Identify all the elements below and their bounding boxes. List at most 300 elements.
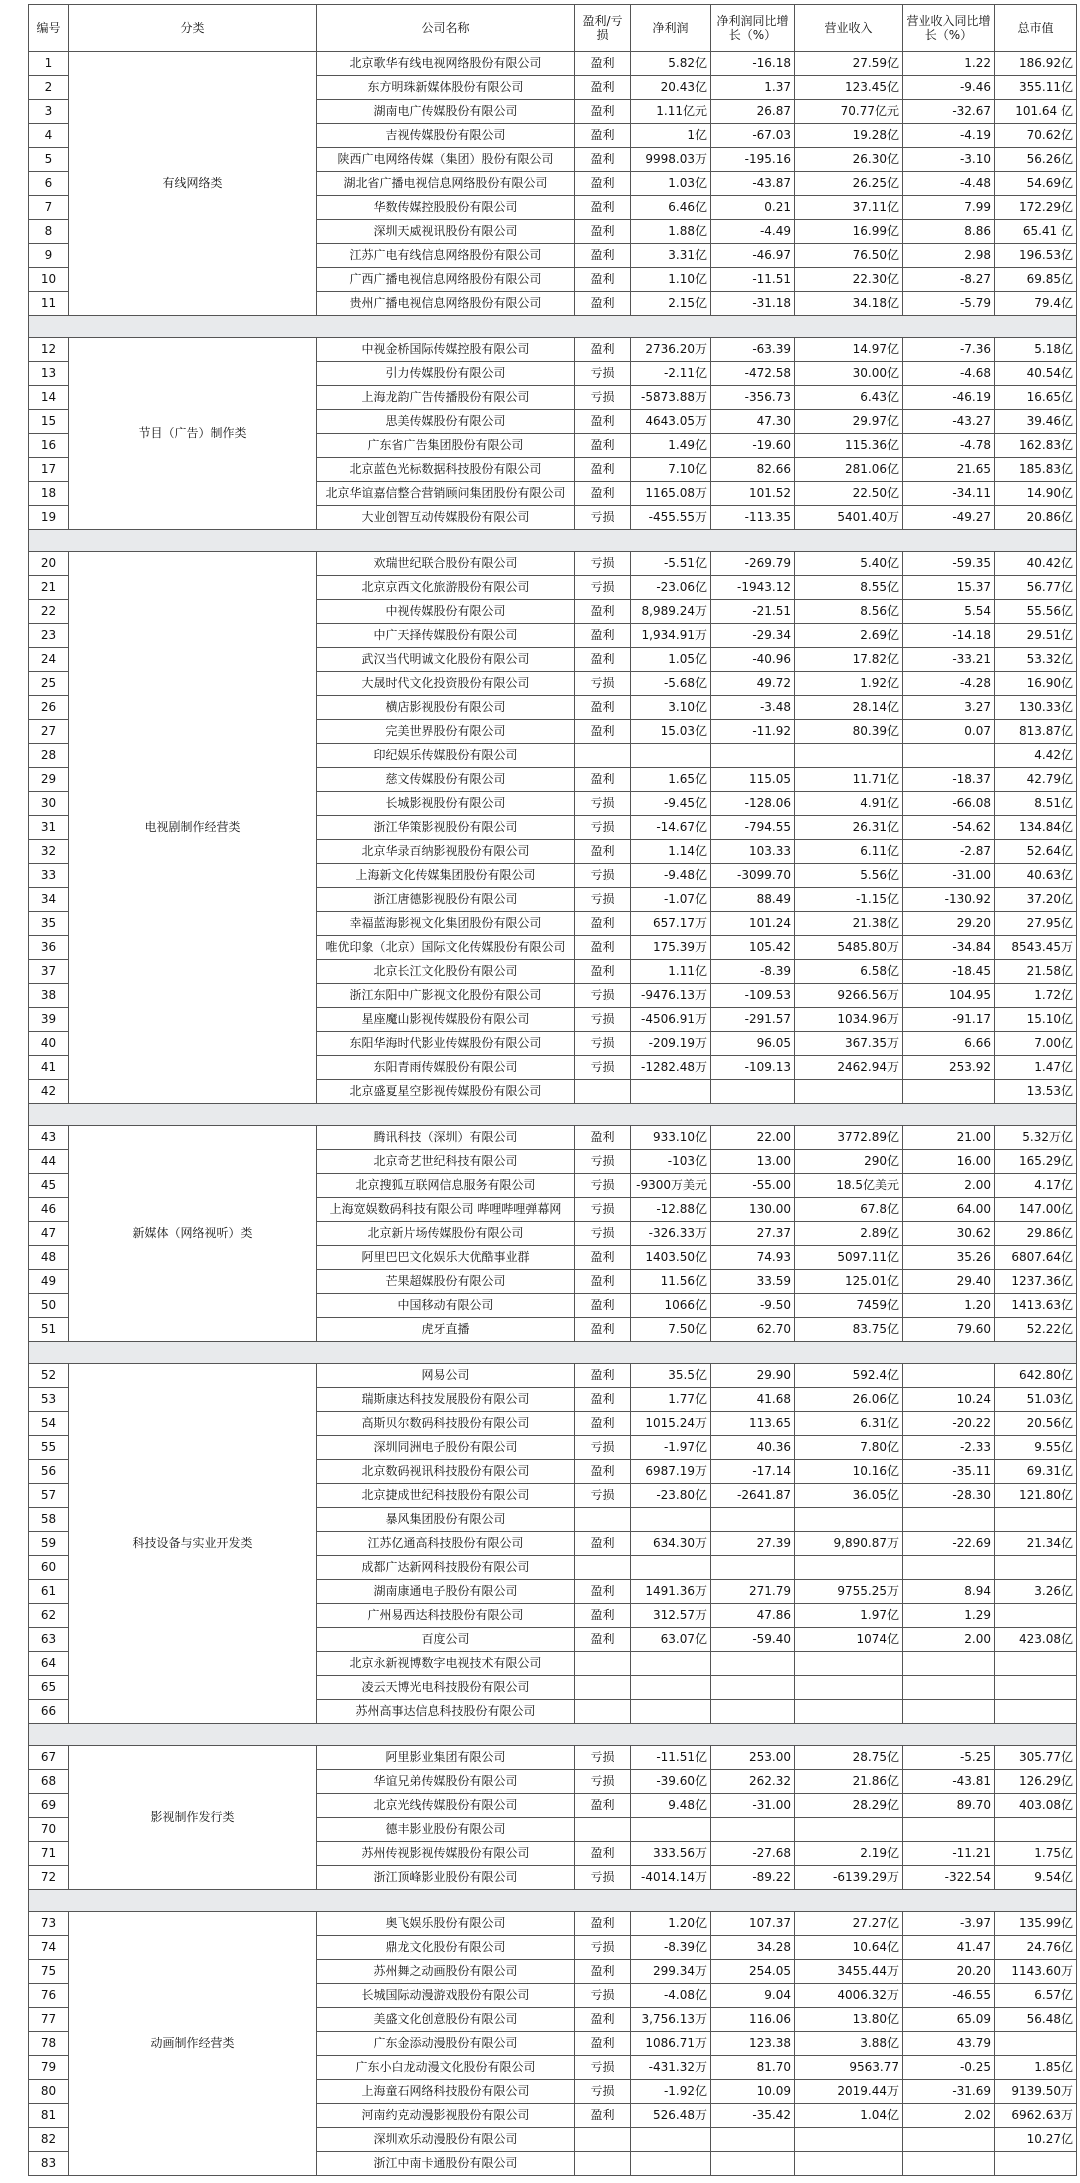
cell-id: 37	[29, 960, 69, 984]
cell-id: 19	[29, 506, 69, 530]
cell-net-profit-growth: 101.52	[711, 482, 795, 506]
cell-revenue: 5485.80万	[795, 936, 903, 960]
cell-net-profit-growth: 115.05	[711, 768, 795, 792]
cell-net-profit-growth	[711, 1080, 795, 1104]
cell-status: 盈利	[575, 1246, 631, 1270]
cell-net-profit-growth	[711, 1652, 795, 1676]
cell-revenue-growth	[903, 1508, 995, 1532]
cell-market-cap: 56.26亿	[995, 148, 1077, 172]
cell-id: 9	[29, 244, 69, 268]
cell-company: 上海新文化传媒集团股份有限公司	[317, 864, 575, 888]
cell-net-profit-growth: 22.00	[711, 1126, 795, 1150]
cell-net-profit: 933.10亿	[631, 1126, 711, 1150]
cell-status: 亏损	[575, 576, 631, 600]
cell-net-profit-growth	[711, 1508, 795, 1532]
cell-revenue: 1.04亿	[795, 2104, 903, 2128]
cell-market-cap: 55.56亿	[995, 600, 1077, 624]
cell-status: 盈利	[575, 1270, 631, 1294]
cell-status: 亏损	[575, 1032, 631, 1056]
cell-company: 中广天择传媒股份有限公司	[317, 624, 575, 648]
cell-revenue-growth: -4.28	[903, 672, 995, 696]
cell-status: 盈利	[575, 1460, 631, 1484]
cell-revenue: 27.27亿	[795, 1912, 903, 1936]
cell-revenue-growth	[903, 1818, 995, 1842]
cell-status: 盈利	[575, 196, 631, 220]
cell-id: 63	[29, 1628, 69, 1652]
cell-revenue: 290亿	[795, 1150, 903, 1174]
cell-revenue-growth: 15.37	[903, 576, 995, 600]
cell-revenue-growth: -43.81	[903, 1770, 995, 1794]
cell-net-profit: 1015.24万	[631, 1412, 711, 1436]
cell-revenue-growth: -5.25	[903, 1746, 995, 1770]
cell-market-cap: 6962.63万	[995, 2104, 1077, 2128]
cell-net-profit: 6.46亿	[631, 196, 711, 220]
cell-market-cap	[995, 1700, 1077, 1724]
separator-cell	[29, 1724, 1077, 1746]
cell-net-profit: -4014.14万	[631, 1866, 711, 1890]
cell-market-cap: 54.69亿	[995, 172, 1077, 196]
cell-status: 盈利	[575, 2032, 631, 2056]
cell-revenue-growth: 43.79	[903, 2032, 995, 2056]
cell-revenue: 2462.94万	[795, 1056, 903, 1080]
cell-id: 38	[29, 984, 69, 1008]
cell-company: 幸福蓝海影视文化集团股份有限公司	[317, 912, 575, 936]
cell-status: 亏损	[575, 1174, 631, 1198]
cell-revenue: 6.31亿	[795, 1412, 903, 1436]
cell-market-cap: 79.4亿	[995, 292, 1077, 316]
cell-revenue-growth: -49.27	[903, 506, 995, 530]
cell-net-profit: 7.10亿	[631, 458, 711, 482]
cell-net-profit-growth: 9.04	[711, 1984, 795, 2008]
cell-revenue	[795, 1652, 903, 1676]
cell-net-profit-growth: 27.39	[711, 1532, 795, 1556]
cell-revenue-growth: -2.33	[903, 1436, 995, 1460]
cell-company: 百度公司	[317, 1628, 575, 1652]
cell-market-cap: 29.51亿	[995, 624, 1077, 648]
cell-net-profit: 3.10亿	[631, 696, 711, 720]
cell-status: 盈利	[575, 434, 631, 458]
cell-net-profit-growth: 88.49	[711, 888, 795, 912]
cell-net-profit: -9300万美元	[631, 1174, 711, 1198]
cell-revenue: 2.89亿	[795, 1222, 903, 1246]
cell-company: 完美世界股份有限公司	[317, 720, 575, 744]
cell-company: 广东省广告集团股份有限公司	[317, 434, 575, 458]
cell-id: 41	[29, 1056, 69, 1080]
cell-net-profit-growth: -19.60	[711, 434, 795, 458]
table-row	[29, 52, 1077, 76]
cell-market-cap: 5.32万亿	[995, 1126, 1077, 1150]
cell-status: 盈利	[575, 1912, 631, 1936]
cell-status: 亏损	[575, 2056, 631, 2080]
cell-revenue-growth: -18.37	[903, 768, 995, 792]
header-market-cap: 总市值	[995, 5, 1077, 52]
cell-status: 亏损	[575, 1866, 631, 1890]
cell-revenue: -6139.29万	[795, 1866, 903, 1890]
separator-cell	[29, 530, 1077, 552]
cell-id: 77	[29, 2008, 69, 2032]
cell-company: 北京捷成世纪科技股份有限公司	[317, 1484, 575, 1508]
cell-net-profit: 20.43亿	[631, 76, 711, 100]
cell-company: 上海宽娱数码科技有限公司 哔哩哔哩弹幕网	[317, 1198, 575, 1222]
table-row	[29, 1912, 1077, 1936]
cell-net-profit-growth	[711, 1818, 795, 1842]
cell-market-cap: 53.32亿	[995, 648, 1077, 672]
cell-net-profit: 1066亿	[631, 1294, 711, 1318]
cell-net-profit-growth	[711, 1556, 795, 1580]
cell-net-profit: 657.17万	[631, 912, 711, 936]
cell-market-cap: 1237.36亿	[995, 1270, 1077, 1294]
cell-net-profit-growth: -21.51	[711, 600, 795, 624]
header-id: 编号	[29, 5, 69, 52]
cell-market-cap: 813.87亿	[995, 720, 1077, 744]
cell-status	[575, 1818, 631, 1842]
cell-revenue-growth: 2.00	[903, 1628, 995, 1652]
cell-status: 盈利	[575, 624, 631, 648]
cell-revenue: 28.75亿	[795, 1746, 903, 1770]
cell-company: 浙江华策影视股份有限公司	[317, 816, 575, 840]
cell-revenue: 11.71亿	[795, 768, 903, 792]
cell-revenue: 17.82亿	[795, 648, 903, 672]
cell-market-cap: 16.90亿	[995, 672, 1077, 696]
cell-revenue: 3455.44万	[795, 1960, 903, 1984]
cell-net-profit: -1.07亿	[631, 888, 711, 912]
cell-status: 亏损	[575, 1150, 631, 1174]
cell-market-cap	[995, 1652, 1077, 1676]
cell-market-cap: 355.11亿	[995, 76, 1077, 100]
header-company: 公司名称	[317, 5, 575, 52]
cell-id: 78	[29, 2032, 69, 2056]
cell-revenue-growth: -4.68	[903, 362, 995, 386]
cell-net-profit: -103亿	[631, 1150, 711, 1174]
cell-id: 55	[29, 1436, 69, 1460]
cell-net-profit: 1.03亿	[631, 172, 711, 196]
cell-revenue	[795, 1818, 903, 1842]
cell-revenue-growth: 64.00	[903, 1198, 995, 1222]
cell-status: 盈利	[575, 600, 631, 624]
cell-status: 亏损	[575, 888, 631, 912]
cell-net-profit-growth: -35.42	[711, 2104, 795, 2128]
cell-market-cap	[995, 1818, 1077, 1842]
cell-id: 57	[29, 1484, 69, 1508]
cell-net-profit-growth: 81.70	[711, 2056, 795, 2080]
cell-net-profit	[631, 1080, 711, 1104]
cell-market-cap: 6807.64亿	[995, 1246, 1077, 1270]
cell-net-profit: -4506.91万	[631, 1008, 711, 1032]
cell-company: 高斯贝尔数码科技股份有限公司	[317, 1412, 575, 1436]
cell-company: 北京奇艺世纪科技有限公司	[317, 1150, 575, 1174]
cell-id: 40	[29, 1032, 69, 1056]
cell-company: 深圳天威视讯股份有限公司	[317, 220, 575, 244]
cell-revenue-growth: -5.79	[903, 292, 995, 316]
cell-net-profit: -23.80亿	[631, 1484, 711, 1508]
cell-status	[575, 1652, 631, 1676]
cell-revenue-growth: -54.62	[903, 816, 995, 840]
header-profit-loss: 盈利/亏损	[575, 5, 631, 52]
cell-market-cap: 1.75亿	[995, 1842, 1077, 1866]
cell-revenue: 10.64亿	[795, 1936, 903, 1960]
cell-net-profit: 35.5亿	[631, 1364, 711, 1388]
cell-company: 江苏亿通高科技股份有限公司	[317, 1532, 575, 1556]
cell-revenue: 1.97亿	[795, 1604, 903, 1628]
cell-revenue: 9,890.87万	[795, 1532, 903, 1556]
cell-market-cap: 423.08亿	[995, 1628, 1077, 1652]
cell-revenue-growth: 2.02	[903, 2104, 995, 2128]
cell-revenue-growth: 20.20	[903, 1960, 995, 1984]
cell-id: 29	[29, 768, 69, 792]
cell-net-profit: 1.49亿	[631, 434, 711, 458]
cell-net-profit: 1,934.91万	[631, 624, 711, 648]
cell-net-profit: 1491.36万	[631, 1580, 711, 1604]
cell-company: 成都广达新网科技股份有限公司	[317, 1556, 575, 1580]
cell-revenue-growth: 0.07	[903, 720, 995, 744]
cell-revenue-growth: -32.67	[903, 100, 995, 124]
cell-company: 深圳同洲电子股份有限公司	[317, 1436, 575, 1460]
cell-id: 4	[29, 124, 69, 148]
cell-revenue: 2.19亿	[795, 1842, 903, 1866]
cell-revenue-growth: -31.69	[903, 2080, 995, 2104]
cell-market-cap: 56.48亿	[995, 2008, 1077, 2032]
cell-id: 7	[29, 196, 69, 220]
cell-revenue: 5.40亿	[795, 552, 903, 576]
category-cell: 新媒体（网络视听）类	[69, 1126, 317, 1342]
cell-net-profit-growth: -40.96	[711, 648, 795, 672]
cell-net-profit-growth: 253.00	[711, 1746, 795, 1770]
cell-net-profit: -14.67亿	[631, 816, 711, 840]
cell-net-profit-growth: 262.32	[711, 1770, 795, 1794]
cell-net-profit: 1亿	[631, 124, 711, 148]
cell-revenue-growth: -4.78	[903, 434, 995, 458]
cell-revenue-growth: 3.27	[903, 696, 995, 720]
cell-net-profit-growth: -269.79	[711, 552, 795, 576]
cell-net-profit: 634.30万	[631, 1532, 711, 1556]
cell-market-cap: 24.76亿	[995, 1936, 1077, 1960]
cell-revenue: 9755.25万	[795, 1580, 903, 1604]
cell-revenue: 28.14亿	[795, 696, 903, 720]
cell-revenue-growth	[903, 1700, 995, 1724]
cell-revenue-growth: 29.20	[903, 912, 995, 936]
cell-market-cap: 52.22亿	[995, 1318, 1077, 1342]
cell-net-profit	[631, 2128, 711, 2152]
cell-revenue: 3772.89亿	[795, 1126, 903, 1150]
cell-net-profit: 1.77亿	[631, 1388, 711, 1412]
cell-company: 北京长江文化股份有限公司	[317, 960, 575, 984]
cell-net-profit: -11.51亿	[631, 1746, 711, 1770]
cell-revenue-growth: 8.86	[903, 220, 995, 244]
cell-company: 广州易西达科技股份有限公司	[317, 1604, 575, 1628]
cell-net-profit: 1086.71万	[631, 2032, 711, 2056]
cell-company: 北京蓝色光标数据科技股份有限公司	[317, 458, 575, 482]
cell-company: 贵州广播电视信息网络股份有限公司	[317, 292, 575, 316]
cell-revenue-growth: 2.98	[903, 244, 995, 268]
cell-market-cap: 126.29亿	[995, 1770, 1077, 1794]
cell-id: 69	[29, 1794, 69, 1818]
cell-revenue-growth: -11.21	[903, 1842, 995, 1866]
cell-company: 北京光线传媒股份有限公司	[317, 1794, 575, 1818]
cell-company: 北京歌华有线电视网络股份有限公司	[317, 52, 575, 76]
cell-revenue	[795, 1508, 903, 1532]
category-cell: 影视制作发行类	[69, 1746, 317, 1890]
cell-net-profit: -1.97亿	[631, 1436, 711, 1460]
cell-net-profit-growth: 27.37	[711, 1222, 795, 1246]
cell-status: 盈利	[575, 338, 631, 362]
cell-revenue: 16.99亿	[795, 220, 903, 244]
cell-id: 42	[29, 1080, 69, 1104]
cell-status: 盈利	[575, 172, 631, 196]
cell-market-cap: 5.18亿	[995, 338, 1077, 362]
cell-revenue: 19.28亿	[795, 124, 903, 148]
cell-market-cap: 9.55亿	[995, 1436, 1077, 1460]
cell-status: 盈利	[575, 1628, 631, 1652]
cell-net-profit-growth: 107.37	[711, 1912, 795, 1936]
cell-id: 66	[29, 1700, 69, 1724]
cell-net-profit-growth: 105.42	[711, 936, 795, 960]
cell-market-cap: 51.03亿	[995, 1388, 1077, 1412]
header-net-profit-growth: 净利润同比增长（%）	[711, 5, 795, 52]
cell-id: 36	[29, 936, 69, 960]
cell-market-cap: 40.54亿	[995, 362, 1077, 386]
cell-id: 49	[29, 1270, 69, 1294]
cell-revenue-growth: 41.47	[903, 1936, 995, 1960]
cell-company: 横店影视股份有限公司	[317, 696, 575, 720]
cell-market-cap	[995, 1604, 1077, 1628]
cell-net-profit	[631, 1700, 711, 1724]
cell-company: 芒果超媒股份有限公司	[317, 1270, 575, 1294]
cell-revenue	[795, 2152, 903, 2176]
cell-revenue-growth: 104.95	[903, 984, 995, 1008]
cell-company: 阿里影业集团有限公司	[317, 1746, 575, 1770]
cell-net-profit: 5.82亿	[631, 52, 711, 76]
cell-company: 德丰影业股份有限公司	[317, 1818, 575, 1842]
cell-market-cap: 69.85亿	[995, 268, 1077, 292]
cell-revenue-growth: -33.21	[903, 648, 995, 672]
cell-company: 北京新片场传媒股份有限公司	[317, 1222, 575, 1246]
cell-revenue-growth: 35.26	[903, 1246, 995, 1270]
cell-id: 53	[29, 1388, 69, 1412]
cell-company: 上海龙韵广告传播股份有限公司	[317, 386, 575, 410]
cell-market-cap: 29.86亿	[995, 1222, 1077, 1246]
cell-status: 盈利	[575, 1842, 631, 1866]
cell-net-profit-growth	[711, 744, 795, 768]
cell-status: 亏损	[575, 362, 631, 386]
cell-net-profit: 15.03亿	[631, 720, 711, 744]
cell-market-cap: 9139.50万	[995, 2080, 1077, 2104]
cell-net-profit-growth: -4.49	[711, 220, 795, 244]
cell-market-cap: 185.83亿	[995, 458, 1077, 482]
cell-status: 亏损	[575, 552, 631, 576]
cell-revenue-growth: 2.00	[903, 1174, 995, 1198]
cell-revenue: 21.38亿	[795, 912, 903, 936]
cell-id: 50	[29, 1294, 69, 1318]
cell-revenue-growth: -91.17	[903, 1008, 995, 1032]
table-body	[29, 52, 1077, 2176]
cell-net-profit-growth: -291.57	[711, 1008, 795, 1032]
cell-market-cap: 20.86亿	[995, 506, 1077, 530]
cell-id: 70	[29, 1818, 69, 1842]
cell-net-profit-growth: -794.55	[711, 816, 795, 840]
cell-market-cap: 42.79亿	[995, 768, 1077, 792]
separator-cell	[29, 1104, 1077, 1126]
cell-company: 北京盛夏星空影视传媒股份有限公司	[317, 1080, 575, 1104]
table-row	[29, 1364, 1077, 1388]
cell-revenue: 367.35万	[795, 1032, 903, 1056]
cell-revenue: 37.11亿	[795, 196, 903, 220]
cell-revenue-growth: -8.27	[903, 268, 995, 292]
cell-status: 盈利	[575, 1294, 631, 1318]
cell-status	[575, 1508, 631, 1532]
cell-company: 瑞斯康达科技发展股份有限公司	[317, 1388, 575, 1412]
cell-company: 印纪娱乐传媒股份有限公司	[317, 744, 575, 768]
cell-status: 盈利	[575, 1364, 631, 1388]
cell-revenue-growth: -130.92	[903, 888, 995, 912]
cell-net-profit: -12.88亿	[631, 1198, 711, 1222]
cell-market-cap: 4.42亿	[995, 744, 1077, 768]
cell-id: 24	[29, 648, 69, 672]
cell-revenue-growth: -20.22	[903, 1412, 995, 1436]
cell-status: 盈利	[575, 220, 631, 244]
cell-revenue-growth: -34.84	[903, 936, 995, 960]
cell-net-profit: -326.33万	[631, 1222, 711, 1246]
cell-company: 东方明珠新媒体股份有限公司	[317, 76, 575, 100]
cell-revenue: 14.97亿	[795, 338, 903, 362]
cell-id: 44	[29, 1150, 69, 1174]
cell-status: 盈利	[575, 76, 631, 100]
cell-revenue-growth: -3.10	[903, 148, 995, 172]
cell-net-profit-growth: 271.79	[711, 1580, 795, 1604]
group-separator	[29, 1104, 1077, 1126]
cell-revenue-growth: 16.00	[903, 1150, 995, 1174]
cell-company: 思美传媒股份有限公司	[317, 410, 575, 434]
cell-market-cap	[995, 1556, 1077, 1580]
cell-net-profit-growth: -113.35	[711, 506, 795, 530]
cell-id: 16	[29, 434, 69, 458]
cell-revenue: 592.4亿	[795, 1364, 903, 1388]
cell-status	[575, 1556, 631, 1580]
cell-net-profit-growth: 41.68	[711, 1388, 795, 1412]
cell-market-cap: 8543.45万	[995, 936, 1077, 960]
cell-net-profit-growth: -128.06	[711, 792, 795, 816]
cell-net-profit: -9476.13万	[631, 984, 711, 1008]
cell-market-cap: 56.77亿	[995, 576, 1077, 600]
cell-status: 盈利	[575, 936, 631, 960]
cell-net-profit: 312.57万	[631, 1604, 711, 1628]
cell-revenue: 26.31亿	[795, 816, 903, 840]
table-row	[29, 338, 1077, 362]
cell-status: 盈利	[575, 912, 631, 936]
cell-company: 浙江唐德影视股份有限公司	[317, 888, 575, 912]
group-separator	[29, 1724, 1077, 1746]
cell-revenue: 27.59亿	[795, 52, 903, 76]
cell-revenue-growth: -34.11	[903, 482, 995, 506]
cell-revenue-growth: 7.99	[903, 196, 995, 220]
cell-status: 盈利	[575, 2104, 631, 2128]
cell-id: 13	[29, 362, 69, 386]
group-separator	[29, 1890, 1077, 1912]
cell-id: 33	[29, 864, 69, 888]
cell-net-profit-growth: -16.18	[711, 52, 795, 76]
cell-status: 亏损	[575, 1770, 631, 1794]
cell-net-profit-growth: 62.70	[711, 1318, 795, 1342]
cell-revenue-growth	[903, 2128, 995, 2152]
cell-net-profit	[631, 1676, 711, 1700]
cell-net-profit-growth: 96.05	[711, 1032, 795, 1056]
cell-company: 浙江中南卡通股份有限公司	[317, 2152, 575, 2176]
cell-net-profit-growth: 82.66	[711, 458, 795, 482]
cell-net-profit: 1.88亿	[631, 220, 711, 244]
cell-revenue-growth: 8.94	[903, 1580, 995, 1604]
cell-company: 湖南电广传媒股份有限公司	[317, 100, 575, 124]
cell-id: 26	[29, 696, 69, 720]
cell-net-profit-growth: 103.33	[711, 840, 795, 864]
